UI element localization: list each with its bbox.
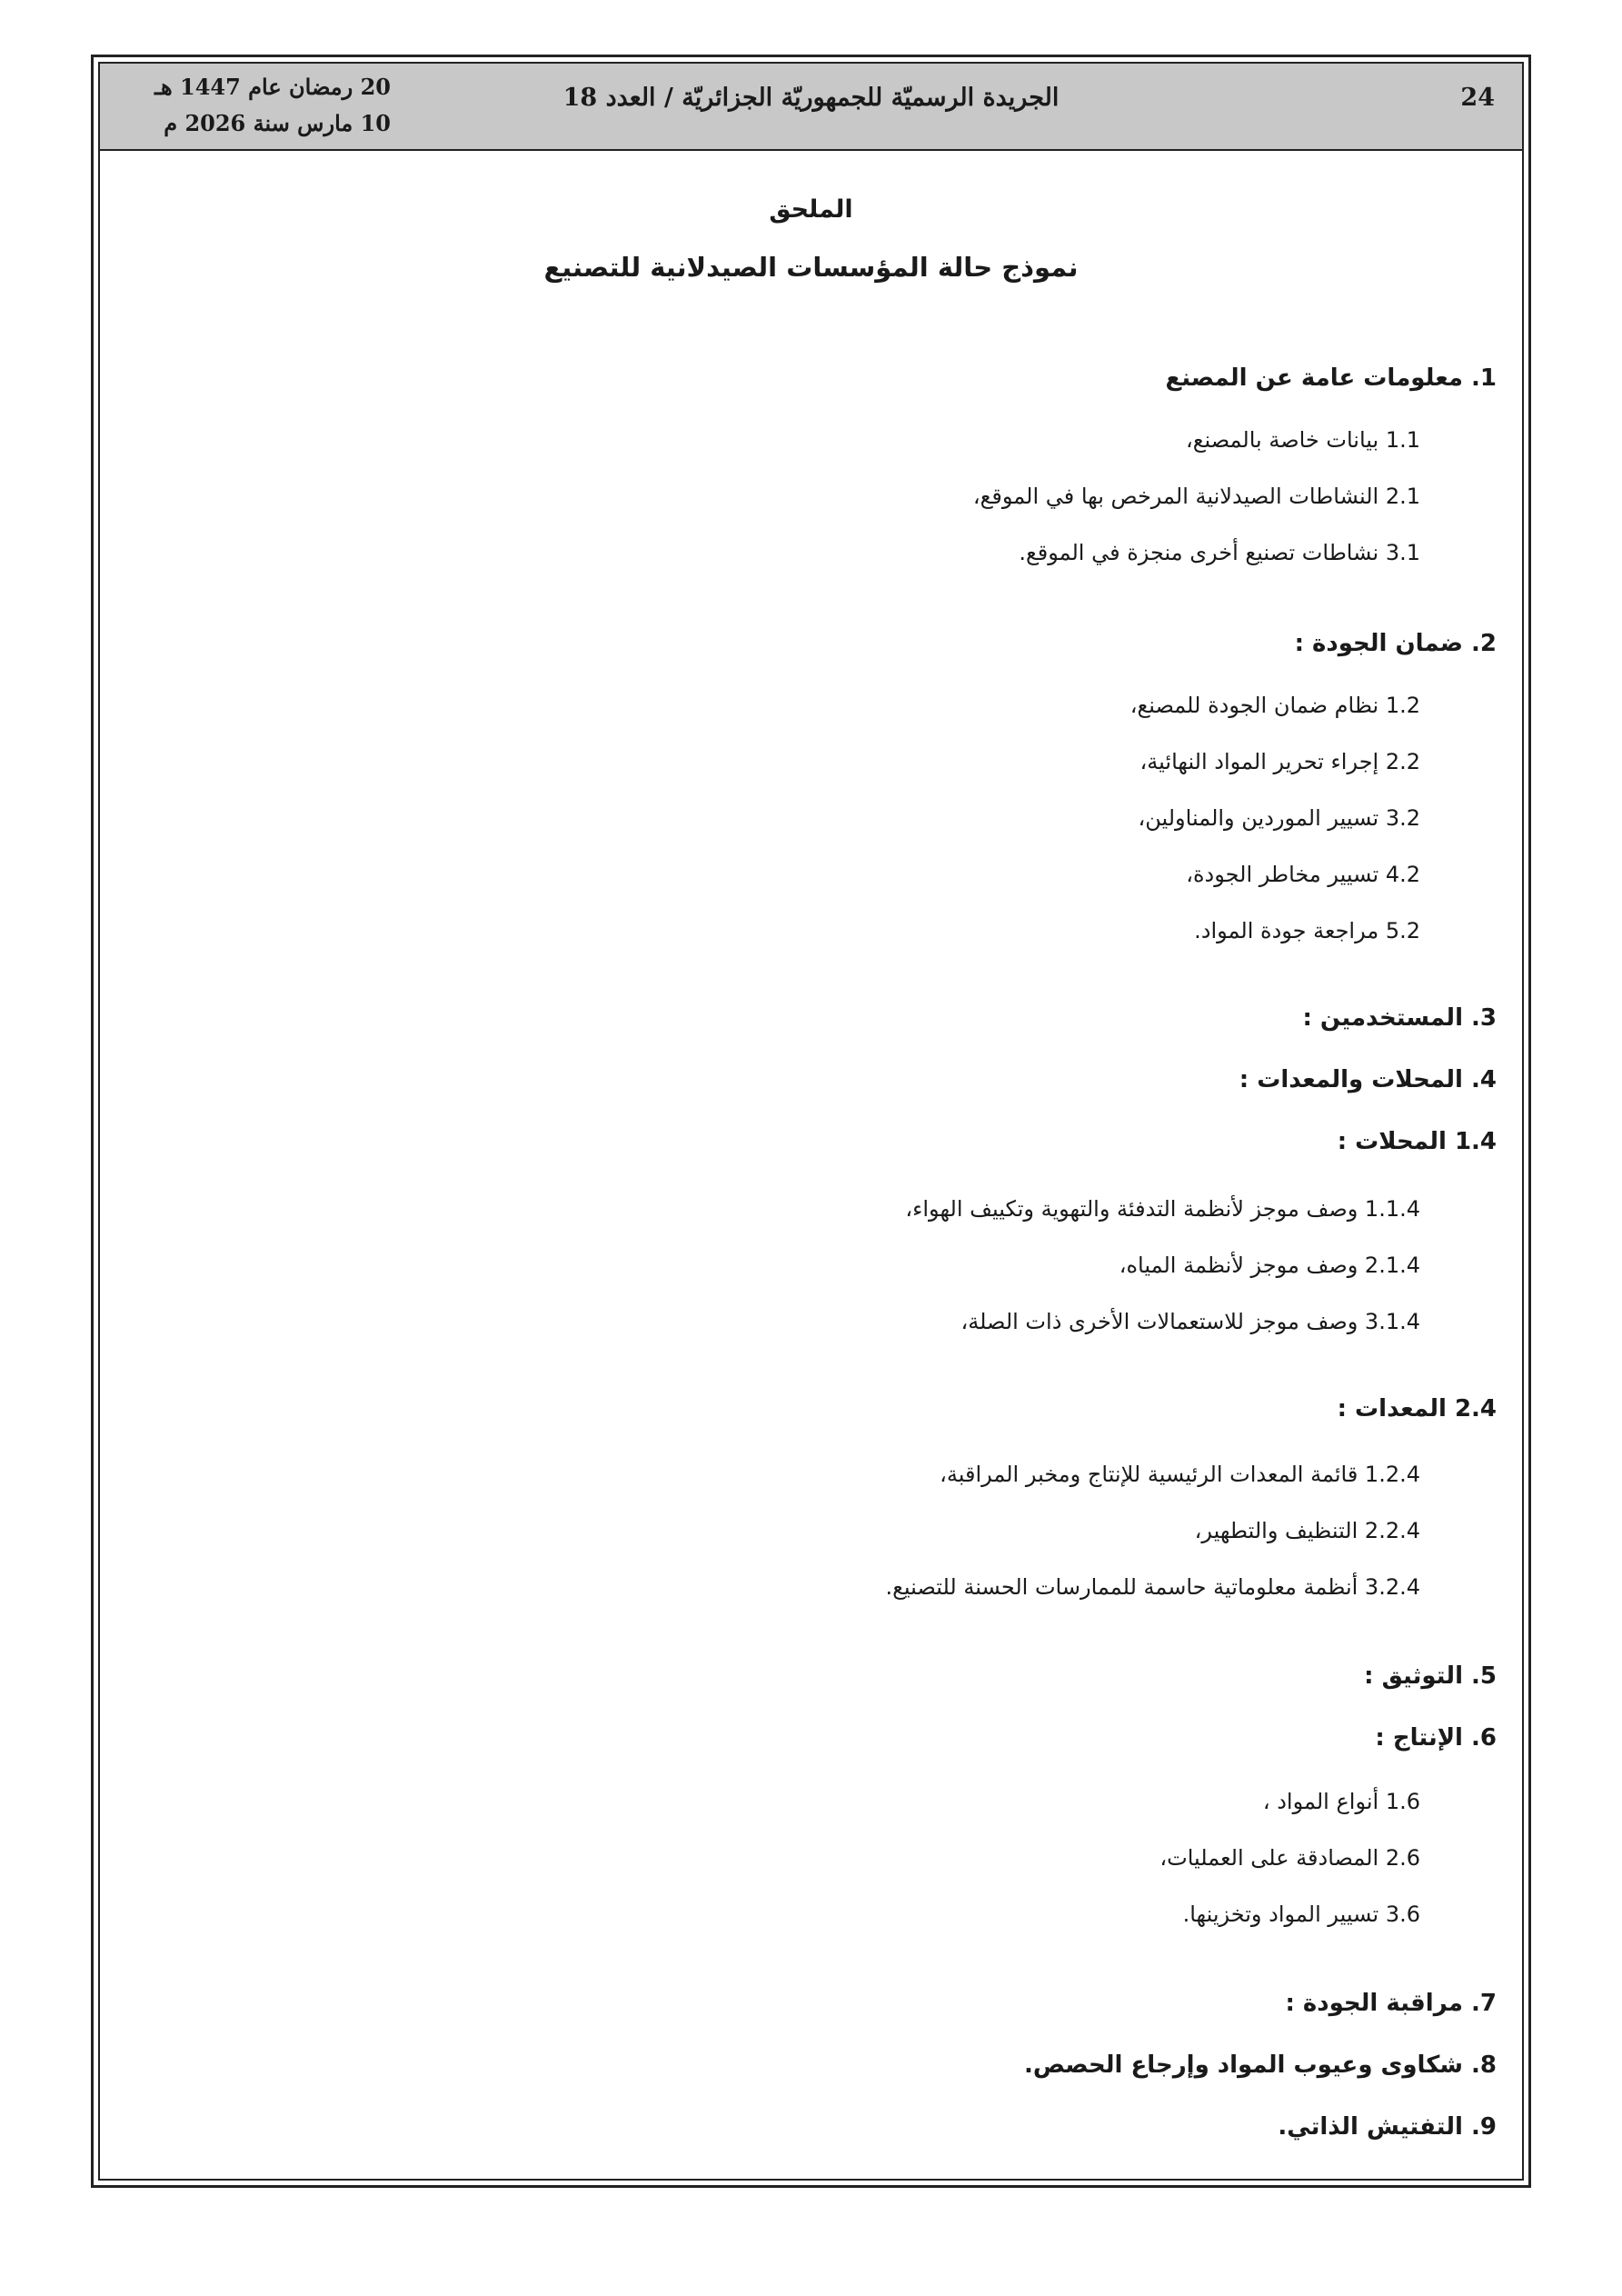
content-line: 1. معلومات عامة عن المصنع	[1165, 364, 1497, 392]
content-line: 5.2 مراجعة جودة المواد.	[1194, 918, 1420, 943]
gazette-header	[100, 64, 1522, 151]
content-line: 1.1.4 وصف موجز لأنظمة التدفئة والتهوية وتكييف الهواء،	[905, 1196, 1420, 1222]
content-line: 1.4 المحلات :	[1337, 1128, 1497, 1155]
page-number: 24	[1460, 84, 1495, 112]
content-line: 1.2 نظام ضمان الجودة للمصنع،	[1129, 693, 1420, 718]
content-line: 2.4 المعدات :	[1337, 1395, 1497, 1423]
content-line: 2.6 المصادقة على العمليات،	[1159, 1845, 1420, 1871]
content-line: 3.2.4 أنظمة معلوماتية حاسمة للممارسات الحسنة للتصنيع.	[885, 1574, 1420, 1600]
content-line: 3.1.4 وصف موجز للاستعمالات الأخرى ذات الصلة،	[960, 1309, 1420, 1334]
annex-title: نموذج حالة المؤسسات الصيدلانية للتصنيع	[543, 252, 1079, 283]
content-line: 5. التوثيق :	[1364, 1662, 1497, 1690]
content-line: 3. المستخدمين :	[1302, 1004, 1497, 1032]
date-hijri: 20 رمضان عام 1447 هـ	[154, 74, 391, 100]
content-line: 3.6 تسيير المواد وتخزينها.	[1182, 1902, 1420, 1927]
content-line: 1.1 بيانات خاصة بالمصنع،	[1185, 427, 1420, 453]
content-line: 2.2 إجراء تحرير المواد النهائية،	[1139, 749, 1420, 774]
content-line: 4. المحلات والمعدات :	[1239, 1066, 1497, 1093]
content-line: 7. مراقبة الجودة :	[1285, 1990, 1497, 2017]
content-line: 3.2 تسيير الموردين والمناولين،	[1138, 805, 1420, 831]
annex-label: الملحق	[769, 195, 853, 224]
content-line: 8. شكاوى وعيوب المواد وإرجاع الحصص.	[1024, 2051, 1497, 2079]
content-line: 2.1.4 وصف موجز لأنظمة المياه،	[1119, 1253, 1420, 1278]
content-line: 1.2.4 قائمة المعدات الرئيسية للإنتاج ومخبر المراقبة،	[940, 1462, 1420, 1487]
content-line: 2.2.4 التنظيف والتطهير،	[1194, 1518, 1420, 1543]
gazette-title: الجريدة الرسميّة للجمهوريّة الجزائريّة / العدد 18	[562, 84, 1060, 112]
date-gregorian: 10 مارس سنة 2026 م	[164, 110, 391, 136]
content-line: 6. الإنتاج :	[1375, 1724, 1497, 1752]
content-line: 4.2 تسيير مخاطر الجودة،	[1186, 862, 1420, 887]
content-line: 2.1 النشاطات الصيدلانية المرخص بها في الموقع،	[972, 484, 1420, 509]
content-line: 3.1 نشاطات تصنيع أخرى منجزة في الموقع.	[1019, 540, 1420, 565]
content-line: 1.6 أنواع المواد ،	[1262, 1789, 1420, 1814]
content-line: 2. ضمان الجودة :	[1294, 630, 1497, 657]
content-line: 9. التفتيش الذاتي.	[1278, 2113, 1497, 2141]
